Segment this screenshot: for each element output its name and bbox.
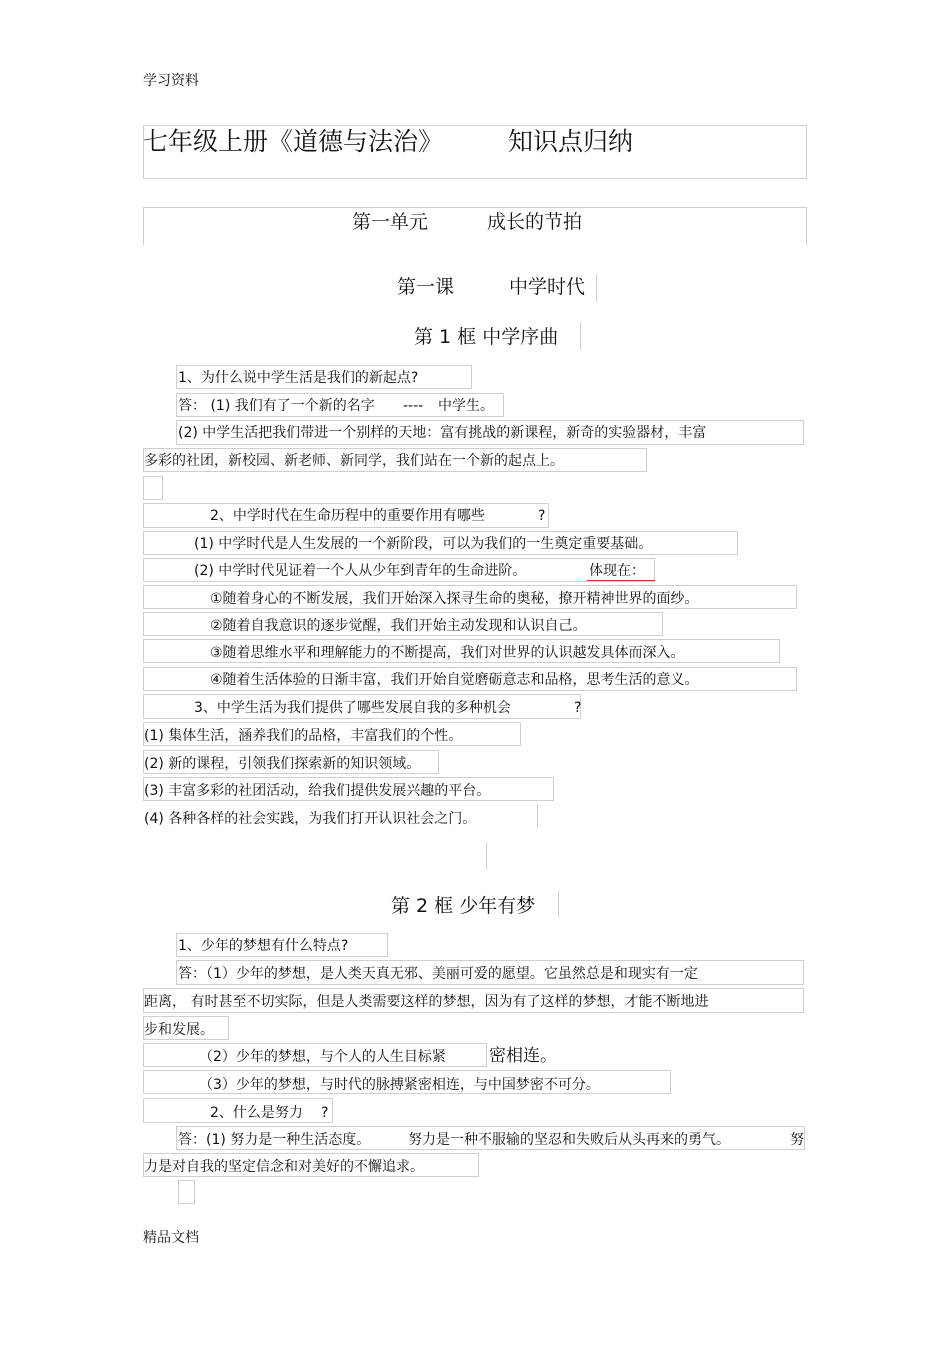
q4-question: 1、少年的梦想有什么特点? (178, 938, 349, 954)
q3-point-1: (1) 集体生活，涵养我们的品格，丰富我们的个性。 (144, 728, 463, 744)
q4-answer-3: （3）少年的梦想，与时代的脉搏紧密相连，与中国梦密不可分。 (199, 1077, 600, 1093)
q2-item-2: ②随着自我意识的逐步觉醒，我们开始主动发现和认识自己。 (210, 618, 587, 634)
q1-answer-2-line2: 多彩的社团，新校园、新老师、新同学，我们站在一个新的起点上。 (144, 453, 564, 469)
q2-item-1: ①随着身心的不断发展，我们开始深入探寻生命的奥秘，撩开精神世界的面纱。 (210, 591, 699, 607)
q2-point-2: (2) 中学时代见证着一个人从少年到青年的生命进阶。 (194, 563, 527, 579)
document-title: 七年级上册《道德与法治》 (143, 127, 444, 156)
q2-item-3: ③随着思维水平和理解能力的不断提高，我们对世界的认识越发具体而深入。 (210, 645, 685, 661)
q3-question-mark: ? (574, 700, 582, 716)
q1-answer-1-dash: ---- (403, 398, 424, 414)
q5-answer-1: 答：(1) 努力是一种生活态度。 (178, 1132, 371, 1148)
q3-question: 3、中学生活为我们提供了哪些发展自我的多种机会 (194, 700, 511, 716)
unit-name: 成长的节拍 (487, 211, 583, 233)
q1-question: 1、为什么说中学生活是我们的新起点? (178, 370, 419, 386)
document-title-suffix: 知识点归纳 (508, 127, 634, 156)
mid-divider (486, 842, 487, 870)
q1-answer-1-end: 中学生。 (438, 398, 494, 414)
q4-answer-2: （2）少年的梦想，与个人的人生目标紧 (199, 1049, 446, 1065)
unit-box (143, 207, 807, 245)
q5-answer-1-mid: 努力是一种不服输的坚忍和失败后从头再来的勇气。 (408, 1132, 730, 1148)
q5-answer-1-line2: 力是对自我的坚定信念和对美好的不懈追求。 (144, 1159, 424, 1175)
q4-answer-1-line2: 距离， 有时甚至不切实际，但是人类需要这样的梦想，因为有了这样的梦想，才能不断地进 (144, 994, 709, 1010)
q2-point-1: (1) 中学时代是人生发展的一个新阶段，可以为我们的一生奠定重要基础。 (194, 536, 653, 552)
q3-p4-divider (537, 804, 538, 828)
q1-answer-2-line1: (2) 中学生活把我们带进一个别样的天地：富有挑战的新课程，新奇的实验器材，丰富 (178, 425, 707, 441)
empty-box (143, 476, 163, 500)
q3-point-4: (4) 各种各样的社会实践，为我们打开认识社会之门。 (144, 811, 477, 827)
lesson-number: 第一课 (397, 276, 455, 298)
frame1-title: 第 1 框 中学序曲 (414, 326, 559, 348)
q5-answer-1-end: 努 (790, 1132, 804, 1148)
frame2-divider (558, 891, 559, 917)
q2-question: 2、中学时代在生命历程中的重要作用有哪些 (210, 508, 485, 524)
q5-question-mark: ? (321, 1105, 329, 1121)
small-box (178, 1180, 195, 1204)
q2-item-4: ④随着生活体验的日渐丰富，我们开始自觉磨砺意志和品格，思考生活的意义。 (210, 672, 699, 688)
q2-point-2-tail: 体现在： (589, 563, 645, 579)
q4-answer-1-line3: 步和发展。 (144, 1022, 214, 1038)
lesson-name: 中学时代 (509, 276, 586, 298)
q1-answer-1: 答： (1) 我们有了一个新的名字 (178, 398, 375, 414)
q2-question-mark: ? (538, 508, 546, 524)
frame2-title: 第 2 框 少年有梦 (391, 895, 536, 917)
q3-point-2: (2) 新的课程，引领我们探索新的知识领域。 (144, 756, 421, 772)
q4-answer-1-line1: 答：（1）少年的梦想，是人类天真无邪、美丽可爱的愿望。它虽然总是和现实有一定 (178, 966, 698, 982)
page-footer: 精品文档 (143, 1230, 199, 1246)
unit-number: 第一单元 (352, 211, 429, 233)
q5-question: 2、什么是努力 (210, 1105, 303, 1121)
q3-point-3: (3) 丰富多彩的社团活动，给我们提供发展兴趣的平台。 (144, 783, 491, 799)
q4-answer-2-end: 密相连。 (489, 1046, 557, 1066)
frame1-divider (580, 322, 581, 350)
lesson-divider (596, 274, 597, 302)
page-header: 学习资料 (143, 73, 199, 89)
red-underline (587, 580, 655, 581)
